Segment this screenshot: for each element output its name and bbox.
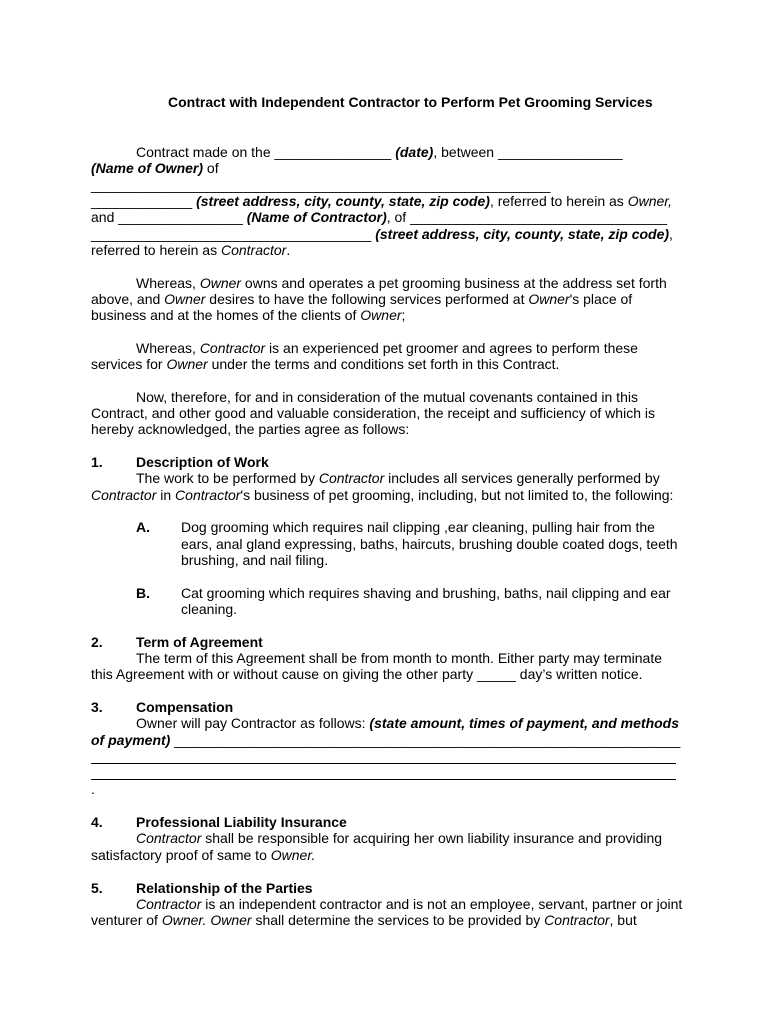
item-a-line-3: brushing, and nail filing. xyxy=(181,552,329,568)
item-b-line-2: cleaning. xyxy=(181,601,238,617)
section-2-line-1: The term of this Agreement shall be from month to month. Either party may terminate xyxy=(136,650,663,666)
preamble-line-4: _____________ (street address, city, county, state, zip code), referred to herein as Owner, xyxy=(91,193,673,209)
document-title: Contract with Independent Contractor to Perform Pet Grooming Services xyxy=(168,94,653,110)
item-b-line-1: Cat grooming which requires shaving and brushing, baths, nail clipping and ear xyxy=(181,585,671,601)
section-2-line-2: this Agreement with or without cause on giving the other party _____ day’s written notice. xyxy=(91,666,643,682)
preamble-line-3: ___________________________________________________________ xyxy=(91,177,551,193)
section-3-number: 3. xyxy=(91,699,103,715)
now-therefore-line-2: Contract, and other good and valuable consideration, the receipt and sufficiency of which is xyxy=(91,405,655,421)
preamble-line-6: ____________________________________ (street address, city, county, state, zip code), xyxy=(91,226,673,242)
section-5-heading: Relationship of the Parties xyxy=(136,880,313,896)
item-a-label: A. xyxy=(136,519,150,535)
section-3-line-2: of payment) _________________________________________________________________ xyxy=(91,732,681,748)
blank-line-2 xyxy=(91,779,676,780)
section-2-number: 2. xyxy=(91,634,103,650)
section-1-line-2: Contractor in Contractor's business of pet grooming, including, but not limited to, the following: xyxy=(91,487,674,503)
whereas-2-line-2: services for Owner under the terms and conditions set forth in this Contract. xyxy=(91,356,560,372)
section-1-line-1: The work to be performed by Contractor includes all services generally performed by xyxy=(136,470,660,486)
section-4-number: 4. xyxy=(91,814,103,830)
item-b-label: B. xyxy=(136,585,150,601)
now-therefore-line-1: Now, therefore, for and in consideration of the mutual covenants contained in this xyxy=(136,389,638,405)
section-4-line-1: Contractor shall be responsible for acquiring her own liability insurance and providing xyxy=(136,830,663,846)
section-1-number: 1. xyxy=(91,454,103,470)
item-a-line-1: Dog grooming which requires nail clipping ,ear cleaning, pulling hair from the xyxy=(181,519,655,535)
preamble-line-1: Contract made on the _______________ (date), between ________________ xyxy=(136,144,623,160)
section-1-heading: Description of Work xyxy=(136,454,269,470)
item-a-line-2: ears, anal gland expressing, baths, haircuts, brushing double coated dogs, teeth xyxy=(181,536,678,552)
whereas-2-line-1: Whereas, Contractor is an experienced pet groomer and agrees to perform these xyxy=(136,340,638,356)
now-therefore-line-3: hereby acknowledged, the parties agree as follows: xyxy=(91,421,410,437)
preamble-line-2: (Name of Owner) of xyxy=(91,160,219,176)
section-5-line-1: Contractor is an independent contractor and is not an employee, servant, partner or joint xyxy=(136,896,683,912)
whereas-1-line-3: business and at the homes of the clients of Owner; xyxy=(91,307,406,323)
section-3-line-1: Owner will pay Contractor as follows: (state amount, times of payment, and methods xyxy=(136,715,680,731)
preamble-line-5: and ________________ (Name of Contractor), of _________________________________ xyxy=(91,209,668,225)
whereas-1-line-2: above, and Owner desires to have the following services performed at Owner's place of xyxy=(91,291,633,307)
preamble-line-7: referred to herein as Contractor. xyxy=(91,242,291,258)
section-4-line-2: satisfactory proof of same to Owner. xyxy=(91,847,316,863)
section-2-heading: Term of Agreement xyxy=(136,634,263,650)
blank-line-1 xyxy=(91,763,676,764)
section-5-number: 5. xyxy=(91,880,103,896)
section-4-heading: Professional Liability Insurance xyxy=(136,814,347,830)
section-5-line-2: venturer of Owner. Owner shall determine the services to be provided by Contractor, but xyxy=(91,912,637,928)
section-3-heading: Compensation xyxy=(136,699,234,715)
section-3-dot: . xyxy=(91,781,95,797)
whereas-1-line-1: Whereas, Owner owns and operates a pet grooming business at the address set forth xyxy=(136,275,667,291)
